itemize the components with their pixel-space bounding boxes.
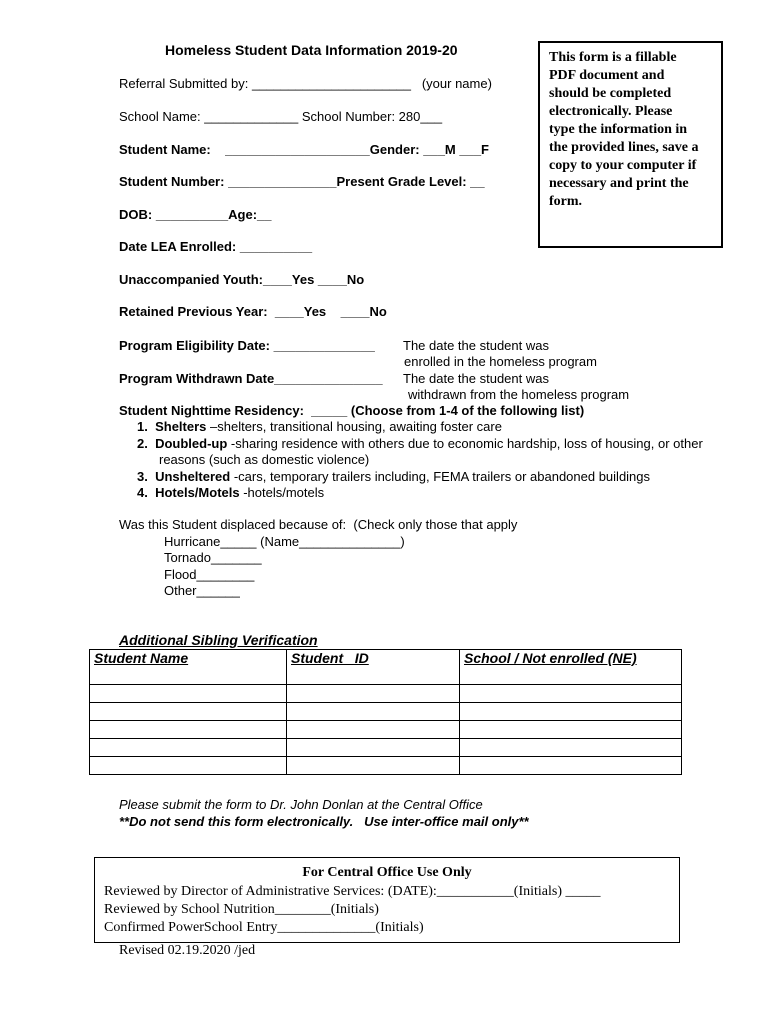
table-cell[interactable] — [460, 721, 682, 739]
table-cell[interactable] — [90, 757, 287, 775]
eligibility-note-2: enrolled in the homeless program — [404, 354, 597, 369]
referral-field[interactable]: Referral Submitted by: ______________________ (your name) — [119, 76, 492, 91]
sibling-table — [89, 649, 682, 775]
tornado-field[interactable]: Tornado_______ — [164, 550, 262, 565]
submit-instruction: Please submit the form to Dr. John Donlan at the Central Office — [119, 797, 483, 812]
student-number-rest: : _______________Present Grade Level: __ — [220, 174, 485, 189]
col-header-school: School / Not enrolled (NE) — [460, 650, 682, 685]
residency-option-1: 1. Shelters –shelters, transitional housing, awaiting foster care — [137, 419, 502, 434]
date-lea-field[interactable]: Date LEA Enrolled: __________ — [119, 239, 313, 254]
table-row — [90, 721, 682, 739]
table-row — [90, 739, 682, 757]
col-header-student-id: Student _ID — [287, 650, 460, 685]
other-field[interactable]: Other______ — [164, 583, 240, 598]
residency-option-2: 2. Doubled-up -sharing residence with others due to economic hardship, loss of housing, or other — [137, 436, 703, 451]
fillable-notice-box — [538, 41, 723, 248]
school-field[interactable]: School Name: _____________ School Number: 280___ — [119, 109, 443, 124]
residency-field[interactable]: Student Nighttime Residency: _____ (Choose from 1-4 of the following list) — [119, 403, 585, 418]
table-cell[interactable] — [287, 757, 460, 775]
form-title: Homeless Student Data Information 2019-20 — [165, 42, 458, 58]
retained-field[interactable]: Retained Previous Year: ____Yes ____No — [119, 304, 387, 319]
office-review-nutrition[interactable]: Reviewed by School Nutrition________(Initials) — [104, 902, 379, 917]
table-cell[interactable] — [287, 685, 460, 703]
withdrawn-date-field[interactable]: Program Withdrawn Date_______________ — [119, 371, 383, 386]
student-number-label: Student Number — [119, 174, 221, 189]
eligibility-note-1: The date the student was — [403, 338, 549, 353]
table-cell[interactable] — [90, 703, 287, 721]
table-cell[interactable] — [460, 685, 682, 703]
notice-line: electronically. Please — [549, 104, 673, 119]
withdrawn-note-2: withdrawn from the homeless program — [408, 387, 630, 402]
table-cell[interactable] — [90, 685, 287, 703]
office-title: For Central Office Use Only — [302, 865, 472, 880]
table-cell[interactable] — [460, 739, 682, 757]
table-cell[interactable] — [90, 739, 287, 757]
revised-date: Revised 02.19.2020 /jed — [119, 943, 256, 958]
central-office-box — [94, 857, 680, 943]
notice-line: type the information in — [549, 122, 688, 137]
eligibility-date-field[interactable]: Program Eligibility Date: ______________ — [119, 338, 375, 353]
notice-line: form. — [549, 194, 583, 209]
student-name-field[interactable]: Student Name: ____________________Gender: ___M ___F — [119, 142, 489, 157]
notice-line: the provided lines, save a — [549, 140, 699, 155]
notice-line: PDF document and — [549, 68, 665, 83]
table-cell[interactable] — [90, 721, 287, 739]
student-number-field[interactable] — [119, 174, 485, 189]
office-powerschool[interactable]: Confirmed PowerSchool Entry______________(Initials) — [104, 920, 424, 935]
submit-warning: **Do not send this form electronically. Use inter-office mail only** — [119, 814, 529, 829]
table-row — [90, 685, 682, 703]
withdrawn-note-1: The date the student was — [403, 371, 549, 386]
table-cell[interactable] — [287, 721, 460, 739]
table-header-row — [90, 650, 682, 685]
flood-field[interactable]: Flood________ — [164, 567, 255, 582]
table-cell[interactable] — [460, 703, 682, 721]
residency-option-3: 3. Unsheltered -cars, temporary trailers including, FEMA trailers or abandoned buildings — [137, 469, 651, 484]
dob-rest: : __________Age:__ — [147, 207, 272, 222]
table-row — [90, 703, 682, 721]
dob-field[interactable] — [119, 207, 271, 222]
table-cell[interactable] — [460, 757, 682, 775]
notice-line: should be completed — [549, 86, 672, 101]
notice-line: necessary and print the — [549, 176, 689, 191]
sibling-heading: Additional Sibling Verification — [119, 632, 318, 648]
col-header-student-name: Student Name — [90, 650, 287, 685]
dob-label: DOB — [119, 207, 148, 222]
residency-option-4: 4. Hotels/Motels -hotels/motels — [137, 485, 325, 500]
hurricane-field[interactable]: Hurricane_____ (Name______________) — [164, 534, 405, 549]
displaced-question: Was this Student displaced because of: (Check only those that apply — [119, 517, 518, 532]
table-row — [90, 757, 682, 775]
office-review-director[interactable]: Reviewed by Director of Administrative Services: (DATE):___________(Initials) _____ — [104, 884, 601, 899]
unaccompanied-field[interactable]: Unaccompanied Youth:____Yes ____No — [119, 272, 365, 287]
notice-line: copy to your computer if — [549, 158, 697, 173]
residency-option-2-cont: reasons (such as domestic violence) — [159, 452, 370, 467]
table-cell[interactable] — [287, 739, 460, 757]
notice-line: This form is a fillable — [549, 50, 677, 65]
table-cell[interactable] — [287, 703, 460, 721]
